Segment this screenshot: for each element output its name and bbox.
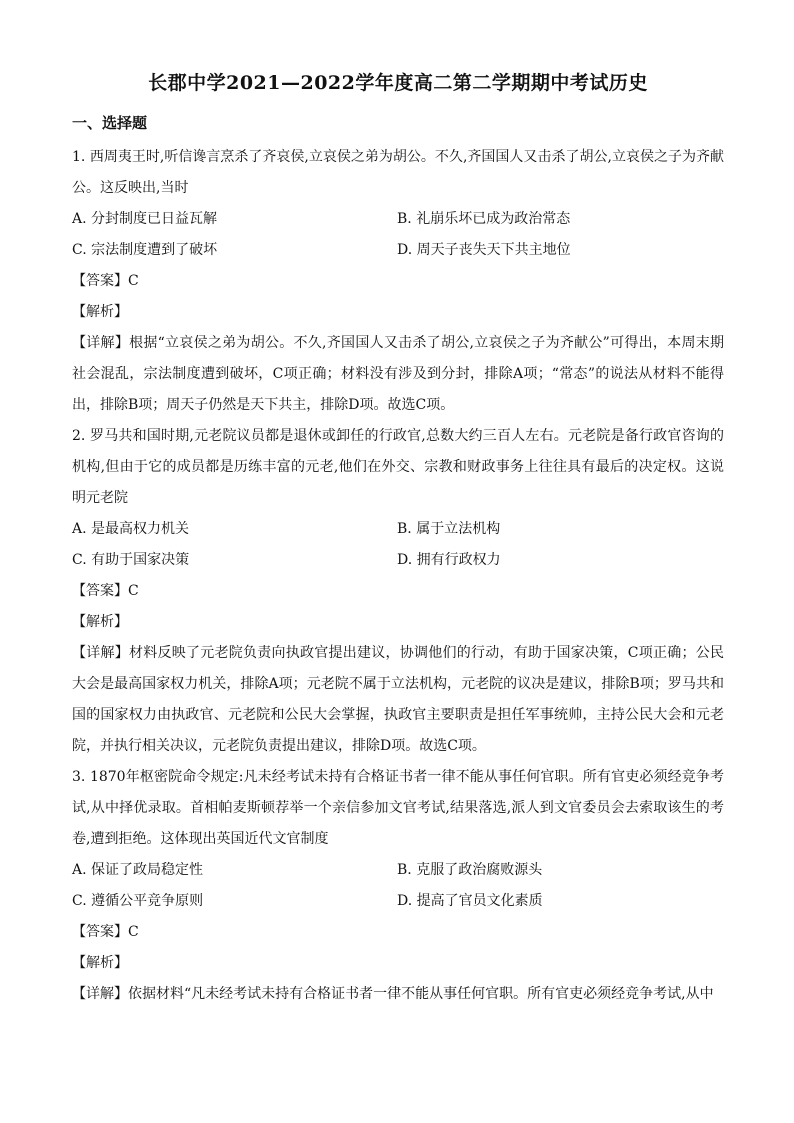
question-stem: 3. 1870年枢密院命令规定:凡未经考试未持有合格证书者一律不能从事任何官职。所有官吏必须经竞争考试,从中择优录取。首相帕麦斯顿荐举一个亲信参加文官考试,结果落选,派人到文官委员会去索取该生的考卷,遭到拒绝。这体现出英国近代文官制度 [72, 769, 724, 847]
detail-explanation: 【详解】材料反映了元老院负责向执政官提出建议，协调他们的行动，有助于国家决策，C项正确；公民大会是最高国家权力机关，排除A项；元老院不属于立法机构，元老院的议决是建议，排除B项；罗马共和国的国家权力由执政官、元老院和公民大会掌握，执政官主要职责是担任军事统帅，主持公民大会和元老院，并执行相关决议，元老院负责提出建议，排除D项。故选C项。 [72, 645, 724, 754]
question-stem: 2. 罗马共和国时期,元老院议员都是退休或卸任的行政官,总数大约三百人左右。元老院是备行政官咨询的机构,但由于它的成员都是历练丰富的元老,他们在外交、宗教和财政事务上往往具有最后的决定权。这说明元老院 [72, 428, 724, 506]
option-c: C. 宗法制度遭到了破坏 [72, 242, 218, 258]
detail-explanation: 【详解】依据材料“凡未经考试未持有合格证书者一律不能从事任何官职。所有官吏必须经竞争考试,从中 [72, 986, 714, 1002]
option-d: D. 拥有行政权力 [397, 552, 501, 568]
option-d: D. 周天子丧失天下共主地位 [397, 242, 571, 258]
options-grid [72, 855, 724, 917]
options-grid [72, 514, 724, 576]
section-heading: 一、选择题 [72, 114, 148, 132]
answer-tag: 【答案】C [72, 924, 139, 940]
option-c: C. 遵循公平竞争原则 [72, 893, 204, 909]
analysis-tag: 【解析】 [72, 304, 128, 320]
exam-page [72, 62, 724, 1010]
option-b: B. 克服了政治腐败源头 [397, 862, 543, 878]
question-2 [72, 421, 724, 762]
option-a: A. 分封制度已日益瓦解 [72, 211, 218, 227]
option-a: A. 保证了政局稳定性 [72, 862, 204, 878]
question-stem: 1. 西周夷王时,听信谗言烹杀了齐哀侯,立哀侯之弟为胡公。不久,齐国国人又击杀了胡公,立哀侯之子为齐献公。这反映出,当时 [72, 149, 724, 196]
question-1 [72, 142, 724, 421]
options-grid [72, 204, 724, 266]
option-a: A. 是最高权力机关 [72, 521, 190, 537]
analysis-tag: 【解析】 [72, 955, 128, 971]
analysis-tag: 【解析】 [72, 614, 128, 630]
option-b: B. 属于立法机构 [397, 521, 501, 537]
detail-explanation: 【详解】根据“立哀侯之弟为胡公。不久,齐国国人又击杀了胡公,立哀侯之子为齐献公”可得出，本周末期社会混乱，宗法制度遭到破坏，C项正确；材料没有涉及到分封，排除A项；“常态”的说法从材料不能得出，排除B项；周天子仍然是天下共主，排除D项。故选C项。 [72, 335, 724, 413]
option-d: D. 提高了官员文化素质 [397, 893, 543, 909]
option-c: C. 有助于国家决策 [72, 552, 190, 568]
option-b: B. 礼崩乐坏已成为政治常态 [397, 211, 571, 227]
page-title: 长郡中学2021—2022学年度高二第二学期期中考试历史 [148, 72, 648, 94]
question-3 [72, 762, 724, 1010]
answer-tag: 【答案】C [72, 273, 139, 289]
answer-tag: 【答案】C [72, 583, 139, 599]
